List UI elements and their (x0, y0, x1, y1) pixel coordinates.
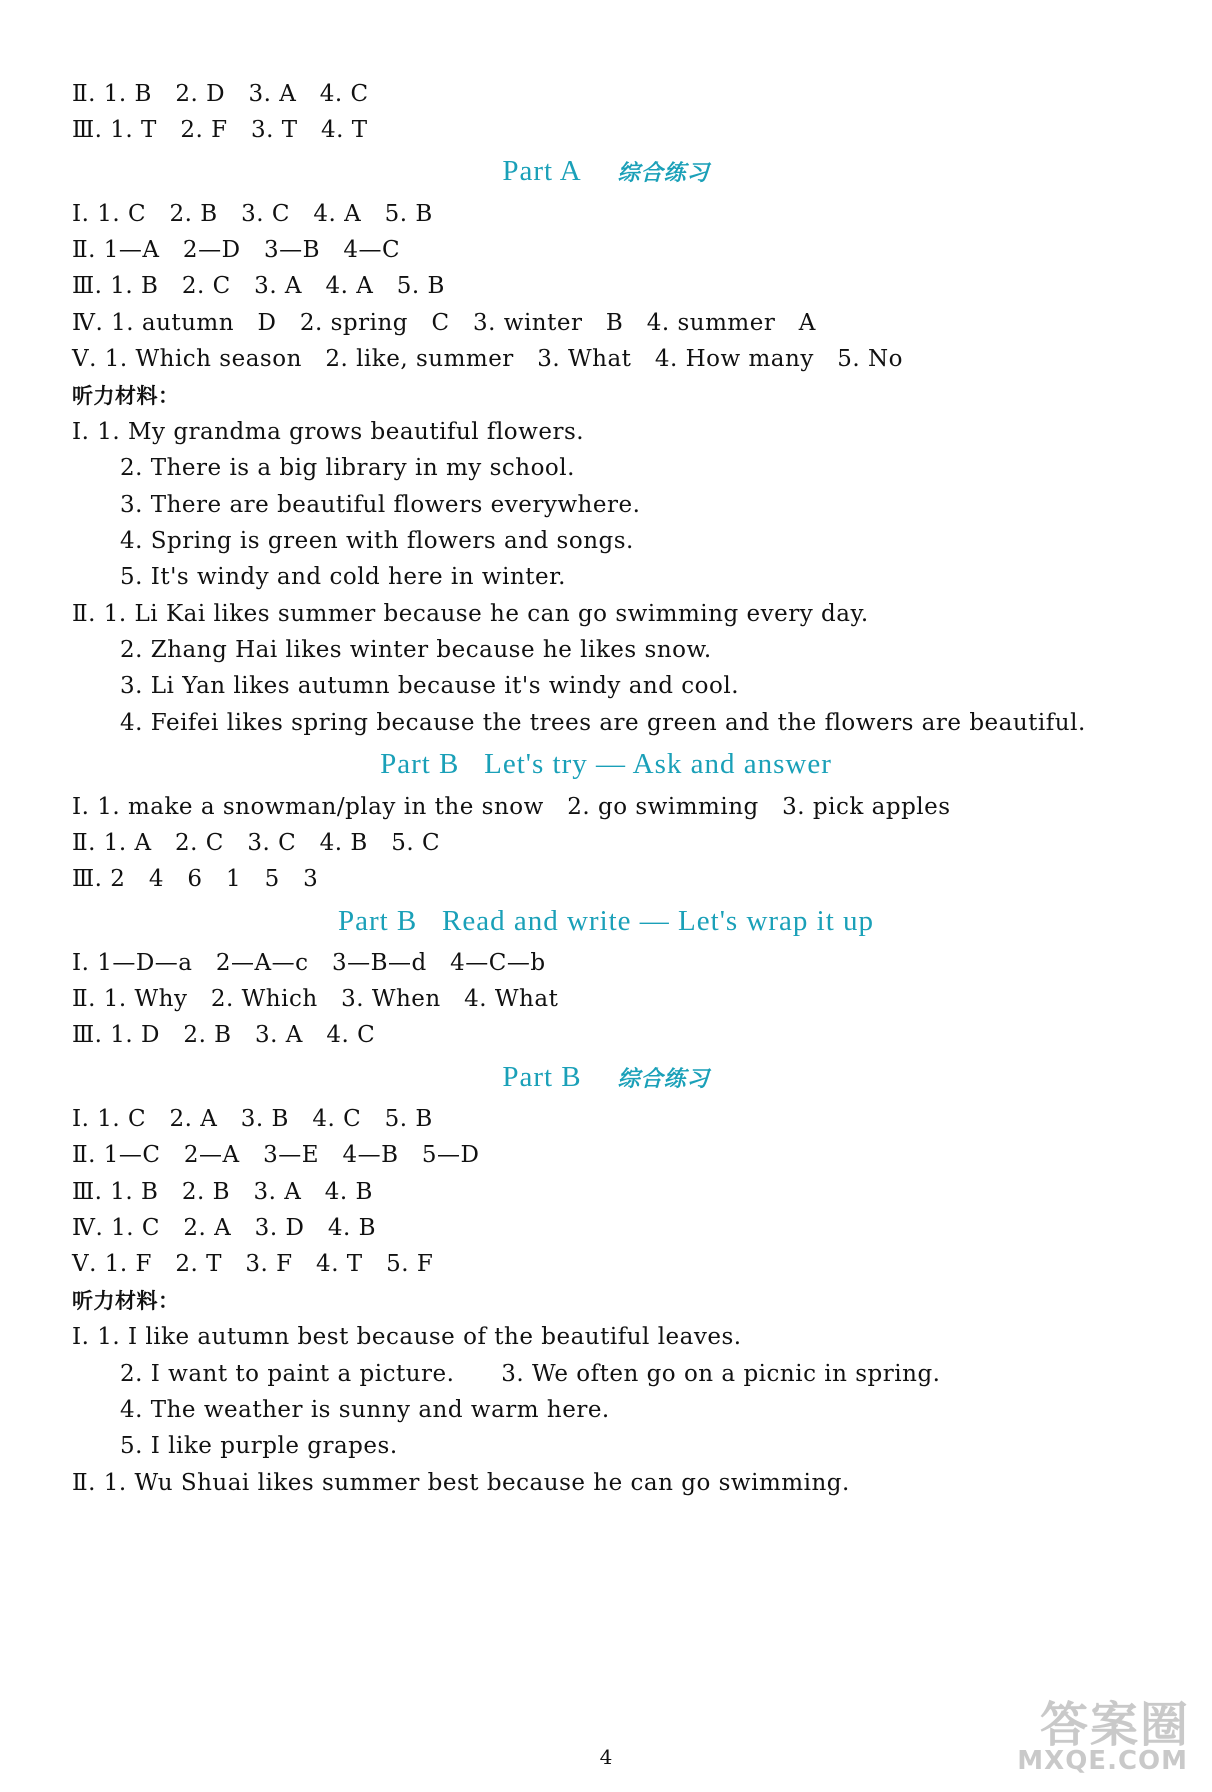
listening-line: 5. It's windy and cold here in winter. (120, 564, 566, 590)
answer-line: Ⅲ. 2 4 6 1 5 3 (72, 866, 319, 892)
section-heading-lets-try (0, 746, 1212, 782)
listening-material-label: 听力材料： (72, 384, 180, 408)
answer-line: Ⅰ. 1. C 2. B 3. C 4. A 5. B (72, 201, 433, 227)
listening-line: 4. Feifei likes spring because the trees are green and the flowers are beautiful. (120, 710, 1086, 736)
answer-line: Ⅳ. 1. C 2. A 3. D 4. B (72, 1215, 376, 1241)
section-heading-part-b-review (0, 1059, 1212, 1098)
watermark-en: MXQE.COM (1017, 1746, 1188, 1776)
listening-line: 2. I want to paint a picture. 3. We often go on a picnic in spring. (120, 1361, 941, 1387)
answer-line: Ⅱ. 1. B 2. D 3. A 4. C (72, 81, 369, 107)
listening-line: Ⅱ. 1. Wu Shuai likes summer best because he can go swimming. (72, 1470, 850, 1496)
section-heading-part-a-review (0, 153, 1212, 192)
heading-en: Part B Read and write — Let's wrap it up (337, 905, 875, 937)
section-heading-read-and-write (0, 903, 1212, 939)
listening-line: 3. There are beautiful flowers everywhere. (120, 492, 641, 518)
answer-line: Ⅲ. 1. D 2. B 3. A 4. C (72, 1022, 376, 1048)
listening-line: 4. The weather is sunny and warm here. (120, 1397, 610, 1423)
page-number: 4 (599, 1745, 613, 1769)
heading-en: Part A (502, 155, 582, 187)
listening-material-label: 听力材料： (72, 1289, 180, 1313)
answer-line: Ⅲ. 1. B 2. C 3. A 4. A 5. B (72, 273, 445, 299)
listening-line: Ⅱ. 1. Li Kai likes summer because he can go swimming every day. (72, 601, 869, 627)
listening-line: 2. Zhang Hai likes winter because he likes snow. (120, 637, 712, 663)
answer-line: Ⅱ. 1. A 2. C 3. C 4. B 5. C (72, 830, 441, 856)
answer-line: Ⅲ. 1. B 2. B 3. A 4. B (72, 1179, 373, 1205)
heading-en: Part B (502, 1061, 582, 1093)
answer-line: Ⅱ. 1—A 2—D 3—B 4—C (72, 237, 401, 263)
answer-line: Ⅰ. 1. make a snowman/play in the snow 2. go swimming 3. pick apples (72, 794, 951, 820)
listening-line: 2. There is a big library in my school. (120, 455, 575, 481)
answer-line: Ⅴ. 1. Which season 2. like, summer 3. What 4. How many 5. No (72, 346, 903, 372)
listening-line: 5. I like purple grapes. (120, 1433, 398, 1459)
answer-line: Ⅱ. 1. Why 2. Which 3. When 4. What (72, 986, 559, 1012)
answer-line: Ⅱ. 1—C 2—A 3—E 4—B 5—D (72, 1142, 480, 1168)
listening-line: 4. Spring is green with flowers and songs. (120, 528, 634, 554)
listening-line: Ⅰ. 1. My grandma grows beautiful flowers. (72, 419, 585, 445)
watermark-logo (998, 1686, 1198, 1786)
answer-line: Ⅰ. 1. C 2. A 3. B 4. C 5. B (72, 1106, 433, 1132)
heading-cn: 综合练习 (617, 161, 710, 186)
watermark-cn: 答案圈 (1039, 1697, 1190, 1753)
heading-en: Part B Let's try — Ask and answer (380, 748, 832, 780)
answer-line: Ⅴ. 1. F 2. T 3. F 4. T 5. F (72, 1251, 434, 1277)
answer-line: Ⅲ. 1. T 2. F 3. T 4. T (72, 117, 368, 143)
heading-cn: 综合练习 (617, 1067, 710, 1092)
listening-line: 3. Li Yan likes autumn because it's windy and cool. (120, 673, 740, 699)
listening-line: Ⅰ. 1. I like autumn best because of the beautiful leaves. (72, 1324, 742, 1350)
answer-line: Ⅳ. 1. autumn D 2. spring C 3. winter B 4. summer A (72, 310, 816, 336)
answer-line: Ⅰ. 1—D—a 2—A—c 3—B—d 4—C—b (72, 950, 546, 976)
